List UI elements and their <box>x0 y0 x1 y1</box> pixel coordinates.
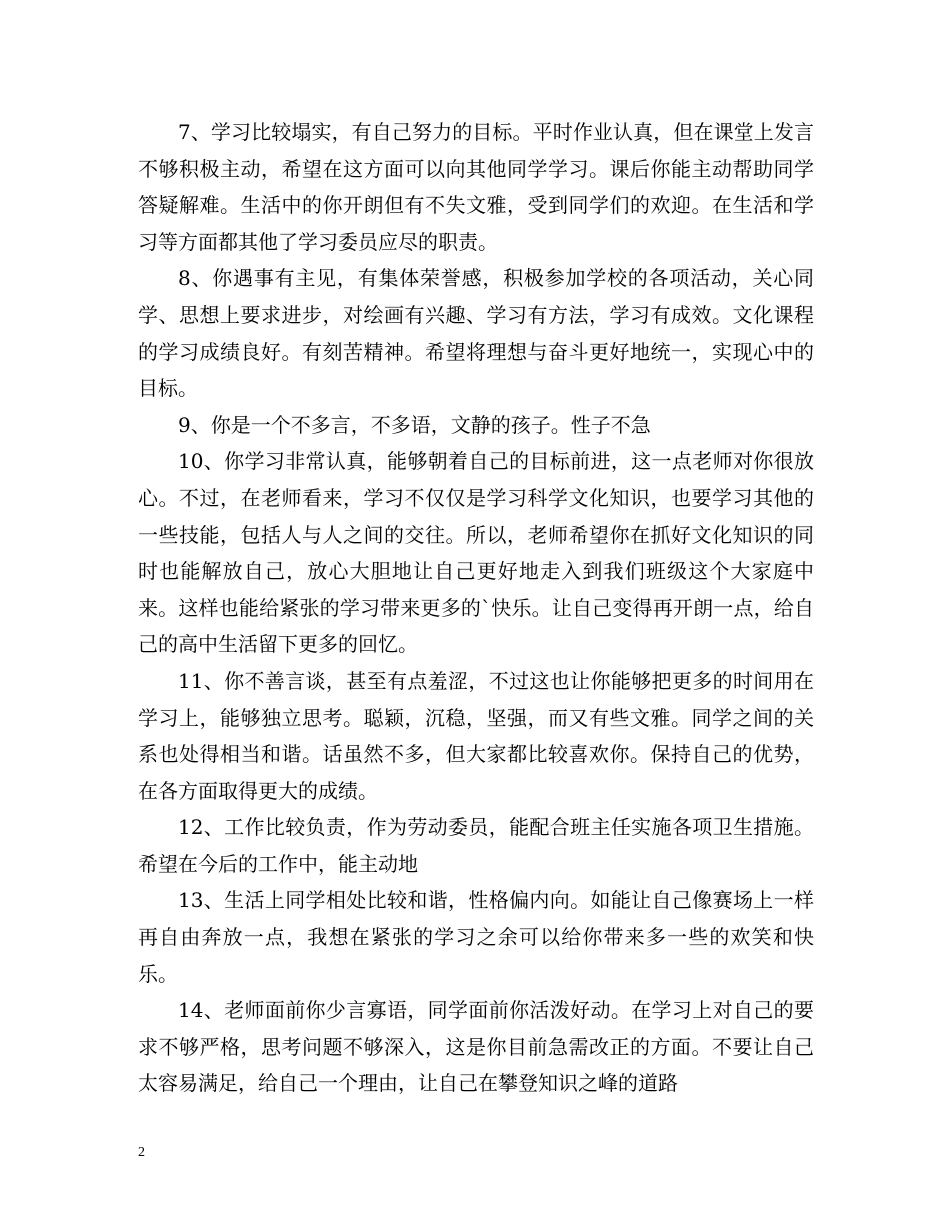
document-body <box>138 114 814 1102</box>
comment-paragraph-10: 10、你学习非常认真，能够朝着自己的目标前进，这一点老师对你很放心。不过，在老师看来，学习不仅仅是学习科学文化知识，也要学习其他的一些技能，包括人与人之间的交往。所以，老师希望你在抓好文化知识的同时也能解放自己，放心大胆地让自己更好地走入到我们班级这个大家庭中来。这样也能给紧张的学习带来更多的`快乐。让自己变得再开朗一点，给自己的高中生活留下更多的回忆。 <box>138 449 814 657</box>
comment-paragraph-11: 11、你不善言谈，甚至有点羞涩，不过这也让你能够把更多的时间用在学习上，能够独立思考。聪颖，沉稳，坚强，而又有些文雅。同学之间的关系也处得相当和谐。话虽然不多，但大家都比较喜欢你。保持自己的优势，在各方面取得更大的成绩。 <box>138 668 814 803</box>
page-number: 2 <box>138 1145 145 1160</box>
comment-paragraph-9: 9、你是一个不多言，不多语，文静的孩子。性子不急 <box>178 412 651 437</box>
comment-paragraph-8: 8、你遇事有主见，有集体荣誉感，积极参加学校的各项活动，关心同学、思想上要求进步，对绘画有兴趣、学习有方法，学习有成效。文化课程的学习成绩良好。有刻苦精神。希望将理想与奋斗更好地统一，实现心中的目标。 <box>138 266 814 401</box>
comment-paragraph-14: 14、老师面前你少言寡语，同学面前你活泼好动。在学习上对自己的要求不够严格，思考问题不够深入，这是你目前急需改正的方面。不要让自己太容易满足，给自己一个理由，让自己在攀登知识之峰的道路 <box>138 998 814 1096</box>
comment-paragraph-7: 7、学习比较塌实，有自己努力的目标。平时作业认真，但在课堂上发言不够积极主动，希望在这方面可以向其他同学学习。课后你能主动帮助同学答疑解难。生活中的你开朗但有不失文雅，受到同学们的欢迎。在生活和学习等方面都其他了学习委员应尽的职责。 <box>138 120 814 254</box>
comment-paragraph-13: 13、生活上同学相处比较和谐，性格偏内向。如能让自己像赛场上一样再自由奔放一点，我想在紧张的学习之余可以给你带来多一些的欢笑和快乐。 <box>138 888 814 986</box>
comment-paragraph-12: 12、工作比较负责，作为劳动委员，能配合班主任实施各项卫生措施。希望在今后的工作中，能主动地 <box>138 815 814 876</box>
